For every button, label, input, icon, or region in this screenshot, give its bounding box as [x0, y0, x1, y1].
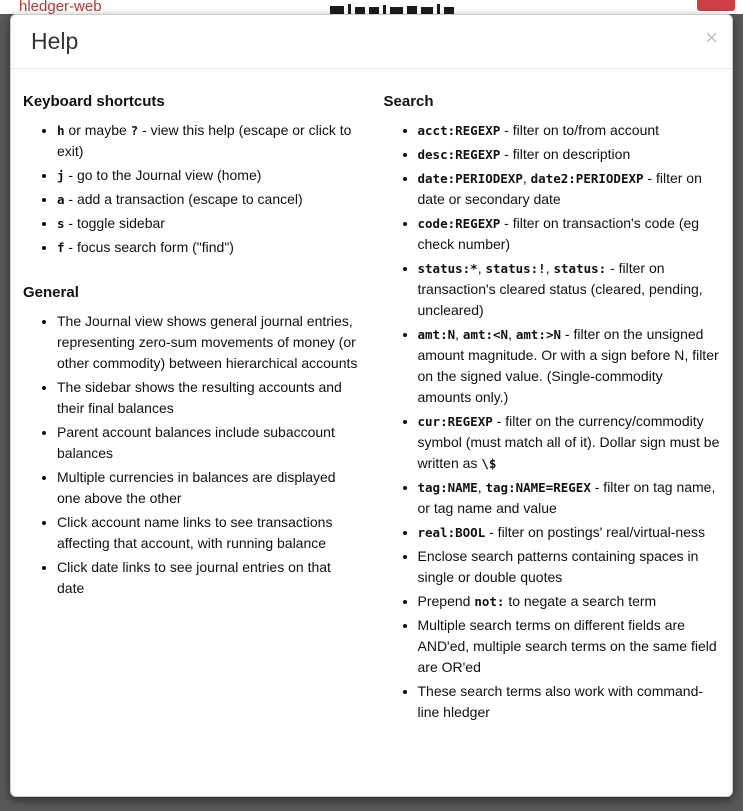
left-column — [11, 85, 372, 737]
list-item: • These search terms also work with command-line hledger — [418, 681, 721, 723]
list-item: • date:PERIODEXP, date2:PERIODEXP - filter on date or secondary date — [418, 168, 721, 210]
code-term: j — [57, 167, 65, 183]
list-item: • The Journal view shows general journal entries, representing zero-sum movements of money (or other commodity) between hierarchical accounts — [57, 311, 360, 374]
code-term: f — [57, 239, 65, 255]
code-term: amt:<N — [462, 326, 509, 342]
list-item: • a - add a transaction (escape to cancel) — [57, 189, 360, 210]
code-term: tag:NAME — [417, 479, 478, 495]
list-item: • s - toggle sidebar — [57, 213, 360, 234]
list-item: • status:*, status:!, status: - filter on transaction's cleared status (cleared, pending, uncleared) — [418, 258, 721, 321]
list-item: • Multiple search terms on different fields are AND'ed, multiple search terms on the same field are OR'ed — [418, 615, 721, 678]
code-term: status:! — [485, 260, 546, 276]
code-term: not: — [474, 593, 505, 609]
list-item: • Enclose search patterns containing spaces in single or double quotes — [418, 546, 721, 588]
code-term: h — [57, 122, 65, 138]
code-term: status:* — [417, 260, 478, 276]
code-term: code:REGEXP — [417, 215, 501, 231]
code-term: tag:NAME=REGEX — [485, 479, 591, 495]
partial-red-button[interactable] — [697, 0, 735, 11]
code-term: real:BOOL — [417, 524, 486, 540]
page-title-partial — [330, 3, 454, 14]
list-item: • f - focus search form ("find") — [57, 237, 360, 258]
modal-title: Help — [31, 28, 79, 54]
page-behind-top-strip — [0, 0, 743, 14]
list-item: • code:REGEXP - filter on transaction's code (eg check number) — [418, 213, 721, 255]
code-term: date2:PERIODEXP — [530, 170, 644, 186]
list-item: • Multiple currencies in balances are displayed one above the other — [57, 467, 360, 509]
code-term: ? — [130, 122, 139, 138]
code-term: s — [57, 215, 65, 231]
close-icon[interactable]: × — [705, 25, 718, 50]
list-item: • real:BOOL - filter on postings' real/virtual-ness — [418, 522, 721, 543]
modal-body — [11, 69, 732, 747]
code-term: amt:N — [417, 326, 456, 342]
search-list — [384, 120, 721, 723]
shortcuts-heading: Keyboard shortcuts — [23, 92, 165, 110]
code-term: \$ — [481, 455, 497, 471]
list-item: • j - go to the Journal view (home) — [57, 165, 360, 186]
search-heading: Search — [383, 92, 434, 110]
code-term: cur:REGEXP — [417, 413, 493, 429]
list-item: • Click account name links to see transactions affecting that account, with running balance — [57, 512, 360, 554]
list-item: • h or maybe ? - view this help (escape or click to exit) — [57, 120, 360, 162]
list-item: • Prepend not: to negate a search term — [418, 591, 721, 612]
code-term: date:PERIODEXP — [417, 170, 523, 186]
help-modal — [10, 14, 733, 797]
general-heading: General — [23, 283, 79, 301]
list-item: • Click date links to see journal entries on that date — [57, 557, 360, 599]
list-item: • amt:N, amt:<N, amt:>N - filter on the unsigned amount magnitude. Or with a sign before N, filter on the signed value. (Single-commodity amounts only.) — [418, 324, 721, 408]
code-term: acct:REGEXP — [417, 122, 501, 138]
list-item: • Parent account balances include subaccount balances — [57, 422, 360, 464]
code-term: amt:>N — [515, 326, 562, 342]
list-item: • tag:NAME, tag:NAME=REGEX - filter on tag name, or tag name and value — [418, 477, 721, 519]
code-term: a — [57, 191, 65, 207]
list-item: • acct:REGEXP - filter on to/from account — [418, 120, 721, 141]
list-item: • desc:REGEXP - filter on description — [418, 144, 721, 165]
list-item: • The sidebar shows the resulting accounts and their final balances — [57, 377, 360, 419]
right-column — [372, 85, 733, 737]
modal-header — [11, 15, 732, 69]
general-list — [23, 311, 360, 599]
code-term: desc:REGEXP — [417, 146, 501, 162]
brand-link[interactable]: hledger-web — [19, 0, 102, 14]
shortcuts-list — [23, 120, 360, 258]
code-term: status: — [553, 260, 607, 276]
list-item: • cur:REGEXP - filter on the currency/commodity symbol (must match all of it). Dollar sign must be written as \$ — [418, 411, 721, 474]
